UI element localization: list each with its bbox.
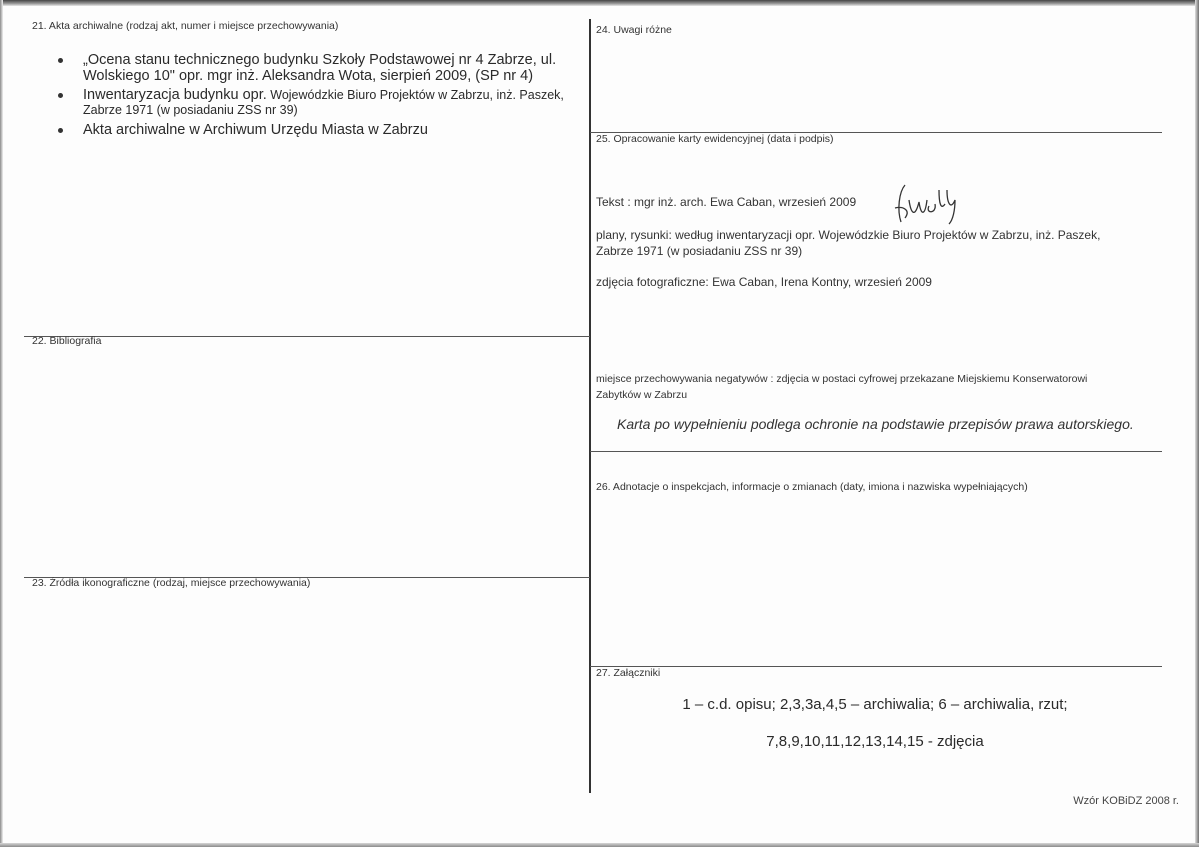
attachments-line-1: 1 – c.d. opisu; 2,3,3a,4,5 – archiwalia; 6 – archiwalia, rzut; — [682, 696, 1068, 713]
divider-27 — [590, 666, 1162, 667]
list-item-text: Wojewódzkie Biuro Projektów w Zabrzu, inż. Paszek, — [266, 88, 564, 102]
bullet-icon — [58, 58, 63, 63]
list-item-text: Akta archiwalne w Archiwum Urzędu Miasta w Zabrzu — [83, 122, 428, 138]
scan-right-edge — [1195, 0, 1199, 847]
column-divider — [589, 19, 591, 793]
archival-records-list — [58, 52, 578, 138]
section-26-label: 26. Adnotacje o inspekcjach, informacje o zmianach (daty, imiona i nazwiska wypełniających) — [596, 481, 1028, 493]
scan-top-edge — [0, 0, 1199, 6]
copyright-notice: Karta po wypełnieniu podlega ochronie na podstawie przepisów prawa autorskiego. — [617, 416, 1134, 432]
negatives-line: miejsce przechowywania negatywów : zdjęcia w postaci cyfrowej przekazane Miejskiemu Konserwatorowi — [596, 373, 1088, 385]
plans-line: Zabrze 1971 (w posiadaniu ZSS nr 39) — [596, 244, 803, 258]
scan-bottom-edge — [0, 843, 1199, 847]
list-item-text: Zabrze 1971 (w posiadaniu ZSS nr 39) — [83, 103, 298, 117]
signature-icon — [885, 180, 965, 230]
negatives-info — [596, 371, 1087, 403]
plans-line: plany, rysunki: według inwentaryzacji opr. Wojewódzkie Biuro Projektów w Zabrzu, inż. Paszek, — [596, 228, 1101, 242]
form-template-note: Wzór KOBiDZ 2008 r. — [1073, 795, 1179, 807]
section-24-label: 24. Uwagi różne — [596, 24, 672, 36]
bullet-icon — [58, 128, 63, 133]
list-item-text: Inwentaryzacja budynku opr. — [83, 87, 267, 103]
scan-left-edge — [0, 0, 3, 847]
list-item-text: „Ocena stanu technicznego budynku Szkoły Podstawowej nr 4 Zabrze, ul. — [83, 52, 557, 68]
negatives-line: Zabytków w Zabrzu — [596, 389, 688, 401]
list-item-text: Wolskiego 10" opr. mgr inż. Aleksandra Wota, sierpień 2009, (SP nr 4) — [83, 68, 534, 84]
section-21-label: 21. Akta archiwalne (rodzaj akt, numer i miejsce przechowywania) — [32, 20, 339, 32]
section-27-label: 27. Załączniki — [596, 667, 661, 679]
divider-22 — [24, 336, 590, 337]
photos-info: zdjęcia fotograficzne: Ewa Caban, Irena Kontny, wrzesień 2009 — [596, 275, 932, 289]
text-author: Tekst : mgr inż. arch. Ewa Caban, wrzesień 2009 — [596, 195, 857, 209]
bullet-icon — [58, 93, 63, 98]
list-item — [58, 52, 578, 84]
section-22-label: 22. Bibliografia — [32, 335, 102, 347]
list-item — [58, 87, 578, 118]
section-23-label: 23. Źródła ikonograficzne (rodzaj, miejsce przechowywania) — [32, 577, 311, 589]
divider-26 — [590, 451, 1162, 452]
list-item — [58, 122, 578, 138]
plans-info — [596, 227, 1100, 259]
attachments-line-2: 7,8,9,10,11,12,13,14,15 - zdjęcia — [766, 733, 984, 750]
section-25-label: 25. Opracowanie karty ewidencyjnej (data i podpis) — [596, 133, 834, 145]
